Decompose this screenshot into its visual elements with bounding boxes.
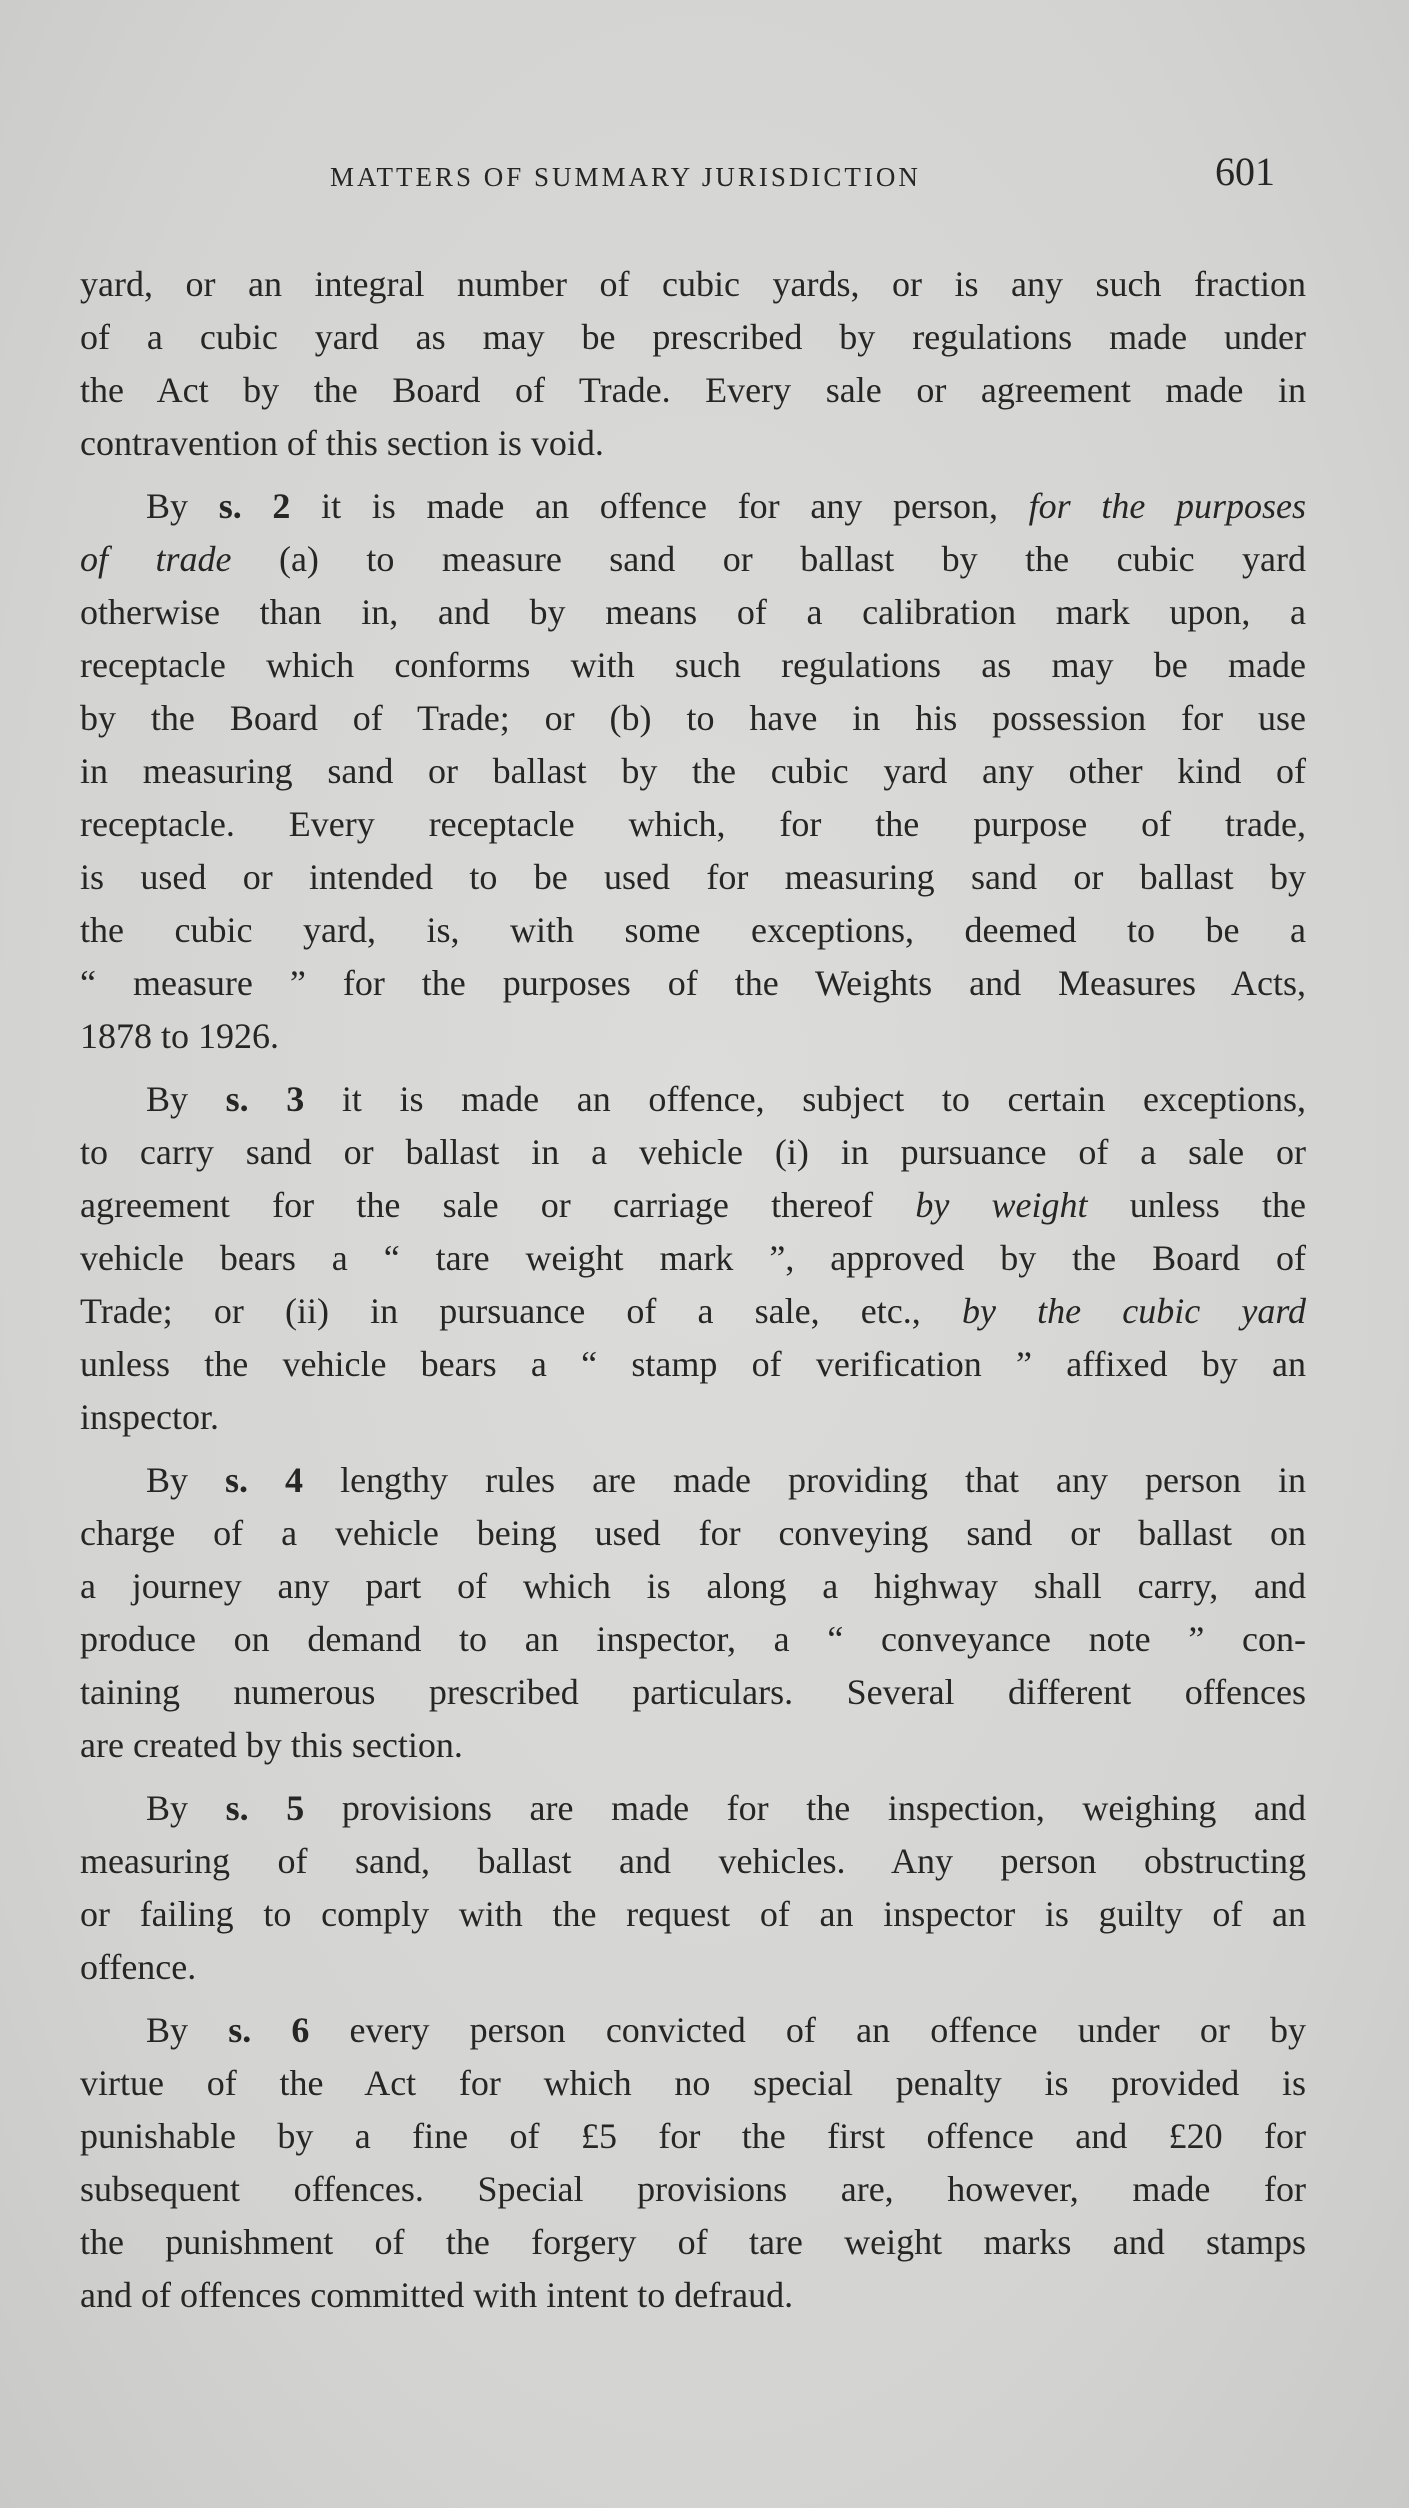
- text-line: [80, 533, 1306, 586]
- text-line: [80, 1126, 1306, 1179]
- text-segment: vehicle bears a “ tare weight mark ”, approved by the Board of: [80, 1238, 1306, 1278]
- text-segment: receptacle. Every receptacle which, for the purpose of trade,: [80, 804, 1306, 844]
- italic-text: by weight: [915, 1185, 1088, 1225]
- text-segment: Trade; or (ii) in pursuance of a sale, etc.,: [80, 1291, 962, 1331]
- text-segment: By: [146, 2010, 229, 2050]
- text-line: [80, 2110, 1306, 2163]
- text-segment: taining numerous prescribed particulars. Several different offences: [80, 1672, 1306, 1712]
- text-segment: By: [146, 1079, 226, 1119]
- text-segment: unless the vehicle bears a “ stamp of verification ” affixed by an: [80, 1344, 1306, 1384]
- text-segment: offence.: [80, 1947, 197, 1987]
- italic-text: for the purposes: [1028, 486, 1307, 526]
- text-line: [80, 1719, 1306, 1772]
- text-line: [80, 258, 1306, 311]
- text-line: [80, 1391, 1306, 1444]
- page-header: [0, 148, 1409, 198]
- text-segment: it is made an offence, subject to certain exceptions,: [304, 1079, 1306, 1119]
- text-segment: the cubic yard, is, with some exceptions, deemed to be a: [80, 910, 1306, 950]
- text-line: [80, 1338, 1306, 1391]
- text-segment: subsequent offences. Special provisions are, however, made for: [80, 2169, 1306, 2209]
- text-segment: unless the: [1087, 1185, 1306, 1225]
- text-line: [80, 745, 1306, 798]
- text-line: [80, 957, 1306, 1010]
- text-line: [80, 311, 1306, 364]
- text-segment: inspector.: [80, 1397, 219, 1437]
- text-line: [80, 1010, 1306, 1063]
- text-segment: 1878 to 1926.: [80, 1016, 280, 1056]
- text-line: [80, 2216, 1306, 2269]
- text-line: [80, 2004, 1306, 2057]
- section-ref: s. 5: [225, 1788, 305, 1828]
- text-segment: is used or intended to be used for measuring sand or ballast by: [80, 857, 1306, 897]
- text-line: [80, 1285, 1306, 1338]
- section-ref: s. 3: [225, 1079, 305, 1119]
- text-segment: contravention of this section is void.: [80, 423, 604, 463]
- paragraph: [80, 258, 1306, 470]
- text-segment: charge of a vehicle being used for conveying sand or ballast on: [80, 1513, 1306, 1553]
- text-line: [80, 1560, 1306, 1613]
- text-segment: the punishment of the forgery of tare weight marks and stamps: [80, 2222, 1306, 2262]
- text-segment: produce on demand to an inspector, a “ conveyance note ” con-: [80, 1619, 1306, 1659]
- section-ref: s. 6: [228, 2010, 310, 2050]
- text-segment: virtue of the Act for which no special penalty is provided is: [80, 2063, 1306, 2103]
- text-segment: punishable by a fine of £5 for the first offence and £20 for: [80, 2116, 1306, 2156]
- section-ref: s. 4: [225, 1460, 304, 1500]
- text-segment: yard, or an integral number of cubic yards, or is any such fraction: [80, 264, 1306, 304]
- text-segment: in measuring sand or ballast by the cubic yard any other kind of: [80, 751, 1306, 791]
- text-line: [80, 2057, 1306, 2110]
- page-body: [80, 258, 1306, 2332]
- paragraph: [80, 480, 1306, 1063]
- paragraph: [80, 1782, 1306, 1994]
- text-line: [80, 364, 1306, 417]
- text-line: [80, 480, 1306, 533]
- text-line: [80, 692, 1306, 745]
- text-line: [80, 1782, 1306, 1835]
- text-line: [80, 1613, 1306, 1666]
- text-segment: receptacle which conforms with such regulations as may be made: [80, 645, 1306, 685]
- text-segment: otherwise than in, and by means of a calibration mark upon, a: [80, 592, 1306, 632]
- text-line: [80, 2163, 1306, 2216]
- text-segment: By: [146, 486, 219, 526]
- page-number: 601: [1215, 149, 1275, 194]
- text-line: [80, 1666, 1306, 1719]
- text-segment: by the Board of Trade; or (b) to have in his possession for use: [80, 698, 1306, 738]
- text-line: [80, 1179, 1306, 1232]
- paragraph: [80, 2004, 1306, 2322]
- paragraph: [80, 1454, 1306, 1772]
- text-segment: By: [146, 1460, 226, 1500]
- running-head: MATTERS OF SUMMARY JURISDICTION: [330, 162, 921, 192]
- text-segment: agreement for the sale or carriage thereof: [80, 1185, 916, 1225]
- text-line: [80, 1941, 1306, 1994]
- text-line: [80, 417, 1306, 470]
- paragraph: [80, 1073, 1306, 1444]
- text-line: [80, 639, 1306, 692]
- text-segment: lengthy rules are made providing that any person in: [303, 1460, 1306, 1500]
- text-line: [80, 798, 1306, 851]
- text-line: [80, 851, 1306, 904]
- text-segment: the Act by the Board of Trade. Every sale or agreement made in: [80, 370, 1306, 410]
- text-segment: and of offences committed with intent to defraud.: [80, 2275, 794, 2315]
- text-line: [80, 904, 1306, 957]
- text-segment: measuring of sand, ballast and vehicles. Any person obstructing: [80, 1841, 1306, 1881]
- text-line: [80, 2269, 1306, 2322]
- text-line: [80, 1454, 1306, 1507]
- italic-text: of trade: [80, 539, 232, 579]
- text-segment: to carry sand or ballast in a vehicle (i) in pursuance of a sale or: [80, 1132, 1306, 1172]
- text-segment: it is made an offence for any person,: [290, 486, 1029, 526]
- text-segment: or failing to comply with the request of an inspector is guilty of an: [80, 1894, 1306, 1934]
- text-segment: (a) to measure sand or ballast by the cubic yard: [231, 539, 1307, 579]
- section-ref: s. 2: [218, 486, 291, 526]
- text-line: [80, 1073, 1306, 1126]
- text-segment: provisions are made for the inspection, weighing and: [304, 1788, 1307, 1828]
- text-line: [80, 1232, 1306, 1285]
- text-line: [80, 586, 1306, 639]
- text-line: [80, 1888, 1306, 1941]
- italic-text: by the cubic yard: [961, 1291, 1306, 1331]
- text-segment: of a cubic yard as may be prescribed by regulations made under: [80, 317, 1306, 357]
- text-segment: every person convicted of an offence under or by: [309, 2010, 1306, 2050]
- text-line: [80, 1835, 1306, 1888]
- text-segment: are created by this section.: [80, 1725, 463, 1765]
- text-segment: “ measure ” for the purposes of the Weights and Measures Acts,: [80, 963, 1306, 1003]
- text-line: [80, 1507, 1306, 1560]
- text-segment: By: [146, 1788, 226, 1828]
- text-segment: a journey any part of which is along a highway shall carry, and: [80, 1566, 1306, 1606]
